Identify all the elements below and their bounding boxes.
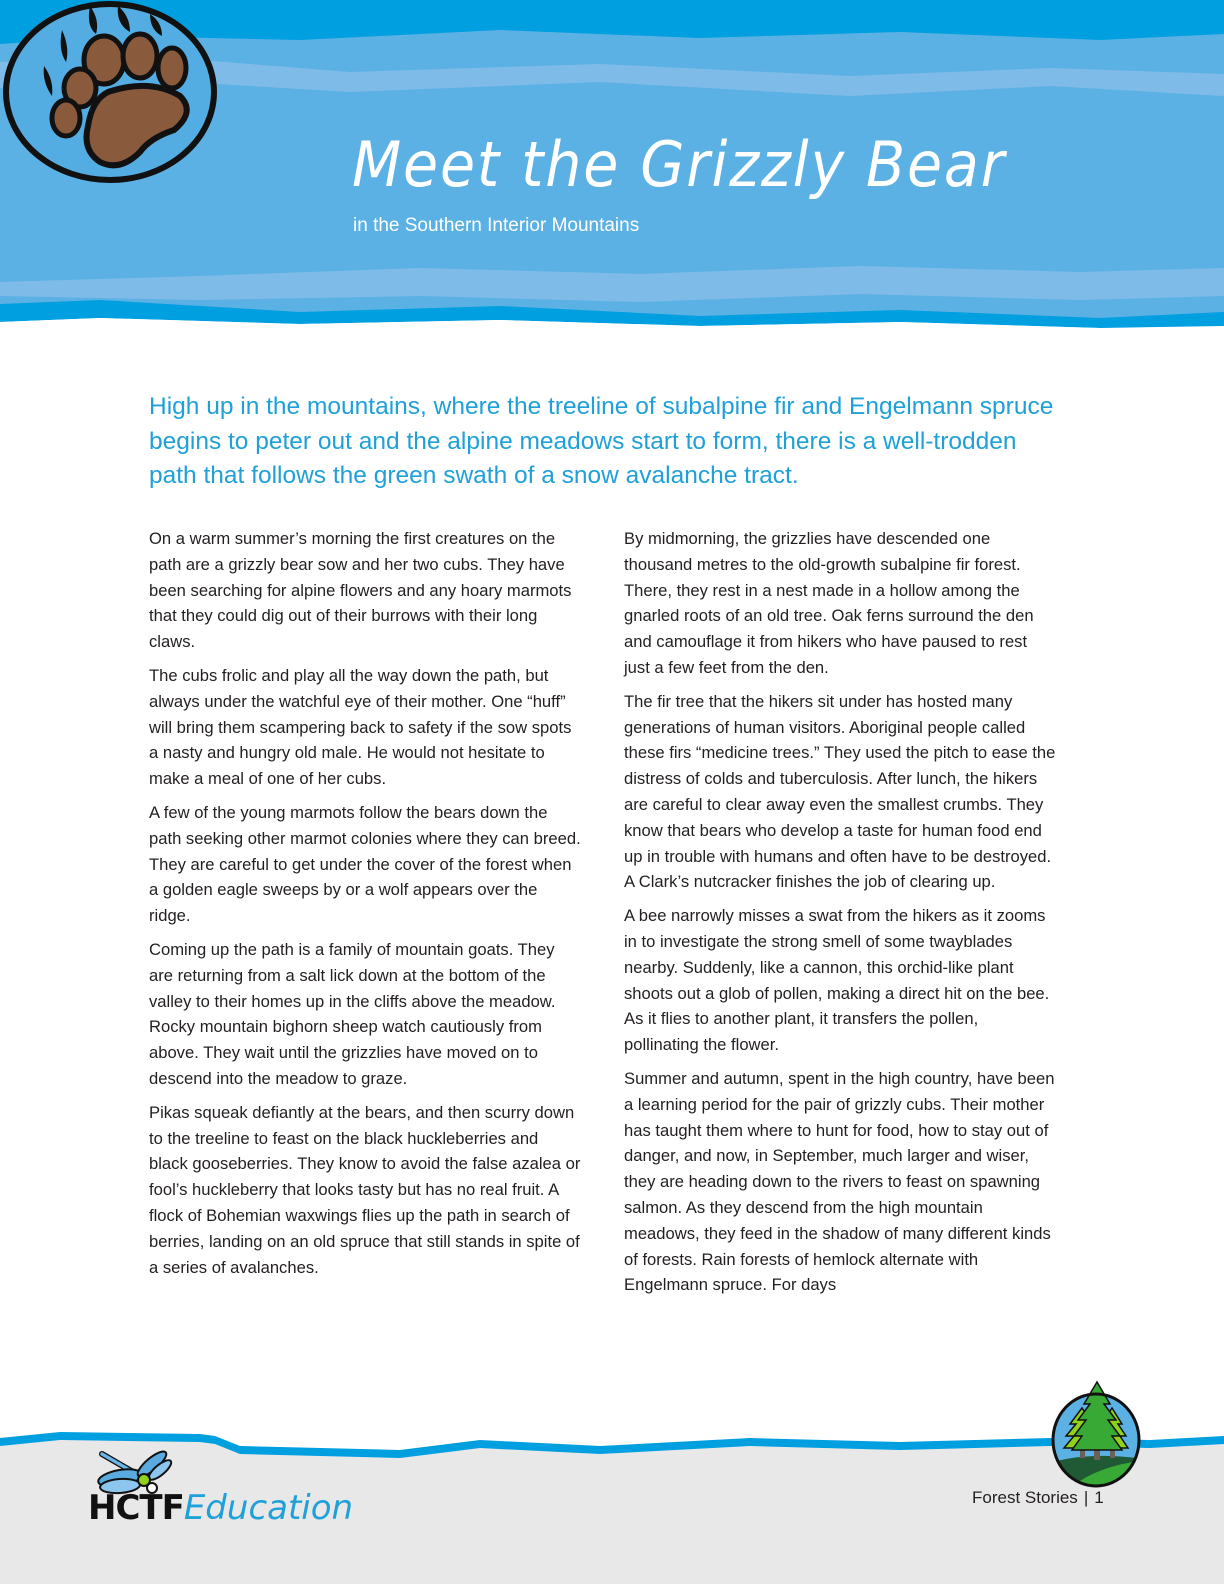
body-paragraph: Coming up the path is a family of mountain goats. They are returning from a salt lick down at the bottom of the valley to their homes up in the cliffs above the meadow. Rocky mountain bighorn sheep watch cautiously from above. They wait until the grizzlies have moved on to descend into the meadow to graze. <box>149 939 556 1088</box>
body-paragraph: By midmorning, the grizzlies have descended one thousand metres to the old-growth subalpine fir forest. There, they rest in a nest made in a hollow among the gnarled roots of an old tree. Oak ferns surround the den and camouflage it from hikers who have paused to rest just a few feet from the den. <box>624 529 1034 677</box>
page-subtitle: in the Southern Interior Mountains <box>353 215 640 236</box>
footer-background <box>0 1380 1224 1584</box>
body-paragraph: The cubs frolic and play all the way down the path, but always under the watchful eye of their mother. One “huff” will bring them scampering back to safety if the sow spots a nasty and hungry old male. He would not hesitate to make a meal of one of her cubs. <box>149 665 572 789</box>
bear-paw-icon <box>0 0 220 185</box>
body-paragraph: A few of the young marmots follow the bears down the path seeking other marmot colonies where they can breed. They are careful to get under the cover of the forest when a golden eagle sweeps by or a wolf appears over the ridge. <box>149 802 581 926</box>
body-paragraph: On a warm summer’s morning the first creatures on the path are a grizzly bear sow and her two cubs. They have been searching for alpine flowers and any hoary marmots that they could dig out of their burrows with their long claws. <box>149 529 572 652</box>
lead-paragraph: High up in the mountains, where the treeline of subalpine fir and Engelmann spruce begins to peter out and the alpine meadows start to form, there is a well-trodden path that follows the green swath of a snow avalanche tract. <box>149 393 1054 489</box>
separator: | <box>1083 1488 1089 1507</box>
body-paragraph: Summer and autumn, spent in the high country, have been a learning period for the pair of grizzly cubs. Their mother has taught them where to hunt for food, how to stay out of danger, and now, in September, much larger and wiser, they are heading down to the rivers to feast on spawning salmon. As they descend from the high mountain meadows, they feed in the shadow of many different kinds of forests. Rain forests of hemlock alternate with Engelmann spruce. For days <box>624 1068 1055 1295</box>
body-paragraph: Pikas squeak defiantly at the bears, and then scurry down to the treeline to feast on the black huckleberries and black gooseberries. They know to avoid the false azalea or fool’s huckleberry that looks tasty but has no real fruit. A flock of Bohemian waxwings flies up the path in search of berries, landing on an old spruce that still stands in spite of a series of avalanches. <box>149 1102 581 1277</box>
body-paragraph: The fir tree that the hikers sit under has hosted many generations of human visitors. Aboriginal people called these firs “medicine trees.” They used the pitch to ease the distress of colds and tuberculosis. After lunch, the hikers are careful to clear away even the smallest crumbs. They know that bears who develop a taste for human food end up in trouble with humans and often have to be destroyed. A Clark’s nutcracker finishes the job of clearing up. <box>624 691 1056 892</box>
header-banner <box>0 0 1224 340</box>
series-label: Forest Stories <box>972 1488 1078 1507</box>
left-column <box>149 526 581 1288</box>
page-number: 1 <box>1094 1488 1104 1507</box>
forest-trees-icon <box>1050 1380 1142 1488</box>
body-paragraph: A bee narrowly misses a swat from the hikers as it zooms in to investigate the strong smell of some twayblades nearby. Suddenly, like a cannon, this orchid-like plant shoots out a glob of pollen, making a direct hit on the bee. As it flies to another plant, it transfers the pollen, pollinating the flower. <box>624 906 1050 1055</box>
footer <box>0 1380 1224 1584</box>
hctf-education-logo <box>88 1488 353 1528</box>
right-column <box>624 526 1056 1306</box>
logo-sub: Education <box>183 1488 354 1528</box>
page-title: Meet the Grizzly Bear <box>352 128 1007 201</box>
page-footer-label <box>972 1488 1104 1508</box>
logo-main: HCTF <box>88 1488 184 1528</box>
